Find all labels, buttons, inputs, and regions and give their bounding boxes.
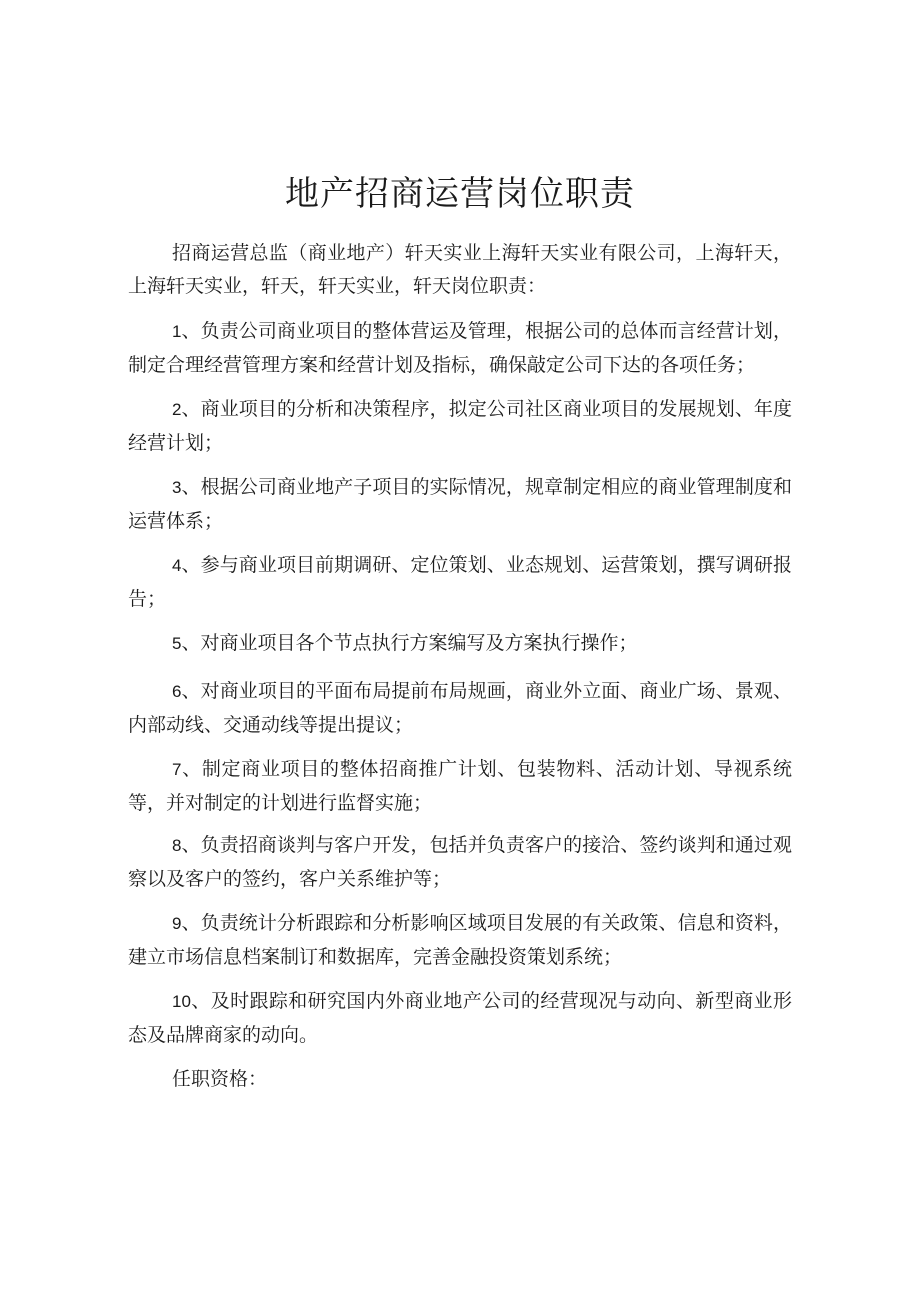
qualifications-heading: 任职资格：	[172, 1068, 268, 1090]
duty-number: 9	[172, 914, 182, 933]
duty-item	[128, 627, 792, 661]
duty-item	[128, 675, 792, 741]
duty-text: 、根据公司商业地产子项目的实际情况，规章制定相应的商业管理制度和运营体系；	[128, 476, 792, 532]
duty-item	[128, 549, 792, 615]
duty-text: 、负责招商谈判与客户开发，包括并负责客户的接洽、签约谈判和通过观察以及客户的签约，客户关系维护等；	[128, 834, 792, 890]
duty-text: 、对商业项目的平面布局提前布局规画，商业外立面、商业广场、景观、内部动线、交通动线等提出提议；	[128, 680, 792, 736]
duty-item	[128, 907, 792, 973]
duty-item	[128, 829, 792, 895]
duty-item	[128, 753, 792, 819]
intro-paragraph: 招商运营总监（商业地产）轩天实业上海轩天实业有限公司，上海轩天，上海轩天实业，轩天，轩天实业，轩天岗位职责：	[128, 242, 792, 297]
duty-number: 6	[172, 682, 182, 701]
duty-number: 5	[172, 634, 182, 653]
duty-text: 、对商业项目各个节点执行方案编写及方案执行操作；	[181, 632, 638, 654]
duty-item	[128, 471, 792, 537]
duty-text: 、负责统计分析跟踪和分析影响区域项目发展的有关政策、信息和资料，建立市场信息档案制订和数据库，完善金融投资策划系统；	[128, 912, 792, 968]
document-title: 地产招商运营岗位职责	[285, 174, 635, 214]
duty-text: 、制定商业项目的整体招商推广计划、包装物料、活动计划、导视系统等，并对制定的计划进行监督实施；	[128, 758, 792, 814]
duty-number: 7	[172, 760, 182, 779]
duty-item	[128, 985, 792, 1051]
duty-text: 、商业项目的分析和决策程序，拟定公司社区商业项目的发展规划、年度经营计划；	[128, 398, 792, 454]
duty-item	[128, 393, 792, 459]
duty-number: 1	[172, 322, 182, 341]
duty-number: 3	[172, 478, 182, 497]
duty-text: 、及时跟踪和研究国内外商业地产公司的经营现况与动向、新型商业形态及品牌商家的动向。	[128, 990, 792, 1046]
duty-text: 、负责公司商业项目的整体营运及管理，根据公司的总体而言经营计划，制定合理经营管理方案和经营计划及指标，确保敲定公司下达的各项任务；	[128, 320, 792, 376]
duty-text: 、参与商业项目前期调研、定位策划、业态规划、运营策划，撰写调研报告；	[128, 554, 792, 610]
duty-number: 2	[172, 400, 182, 419]
duty-item	[128, 315, 792, 381]
duty-number: 10	[172, 992, 191, 1011]
duty-number: 8	[172, 836, 182, 855]
duty-number: 4	[172, 556, 182, 575]
